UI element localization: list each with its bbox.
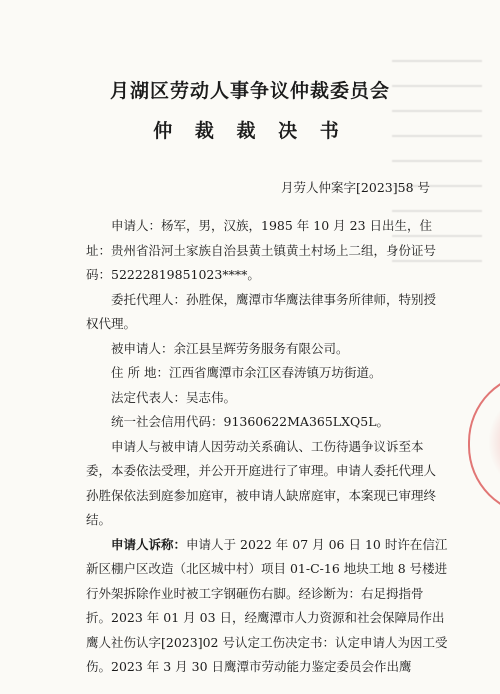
paragraph-agent: 委托代理人：孙胜保，鹰潭市华鹰法律事务所律师，特别授权代理。 — [86, 291, 437, 331]
case-number: 月劳人仲案字[2023]58 号 — [281, 180, 430, 195]
paragraph-procedure: 申请人与被申请人因劳动关系确认、工伤待遇争议诉至本委，本委依法受理，并公开开庭进行了审理。申请人委托代理人孙胜保依法到庭参加庭审，被申请人缺席庭审，本案现已审理终结。 — [86, 438, 437, 527]
paragraph-legal-rep: 法定代表人：吴志伟。 — [111, 389, 237, 405]
org-title: 月湖区劳动人事争议仲裁委员会 — [109, 80, 390, 102]
paragraph-applicant: 申请人：杨军，男，汉族，1985 年 10 月 23 日出生，住址：贵州省沿河土家族自治县黄土镇黄土村场上二组，身份证号码：52222819851023****。 — [86, 218, 437, 282]
claim-text: 申请人于 2022 年 07 月 06 日 10 时许在信江新区棚户区改造（北区城中村）项目 01-C-16 地块工地 8 号楼进行外架拆除作业时被工字钢砸伤右脚。经诊断为：右足拇指骨折。2023 年 01 月 03 日，经鹰潭市人力资源和社会保障局作出鹰人社伤认字[2023]02 号认定工伤决定书：认定申请人为因工受伤。2023 年 3 月 30 日鹰潭市劳动能力鉴定委员会作出鹰 — [86, 536, 448, 674]
claim-lead: 申请人诉称： — [111, 536, 187, 552]
document-title: 仲 裁 裁 决 书 — [153, 120, 347, 142]
paragraph-claim — [86, 533, 448, 680]
paragraph-credit-code: 统一社会信用代码：91360622MA365LXQ5L。 — [111, 414, 390, 429]
paragraph-respondent: 被申请人：余江县呈辉劳务服务有限公司。 — [111, 340, 349, 356]
document-body — [86, 214, 448, 680]
paragraph-address: 住 所 地：江西省鹰潭市余江区春涛镇万坊街道。 — [111, 365, 382, 380]
